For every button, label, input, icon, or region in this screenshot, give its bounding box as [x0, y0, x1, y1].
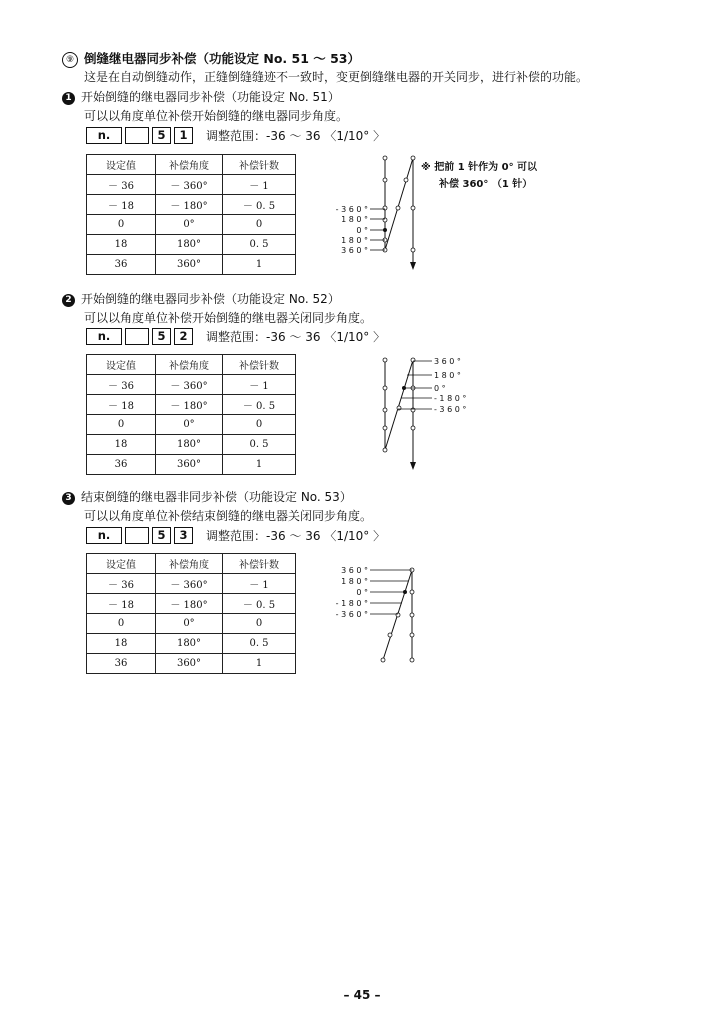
table-row: [87, 574, 296, 594]
diagram-label: 3 6 0 °: [341, 566, 368, 575]
intro-text: 这是在自动倒缝动作，正缝倒缝缝迹不一致时，变更倒缝继电器的开关同步，进行补偿的功能。: [84, 70, 589, 84]
table-cell: － 1: [223, 375, 296, 395]
section-1-title-row: [62, 88, 340, 105]
table-cell: － 1: [223, 574, 296, 594]
code-digit-box: 5: [152, 527, 171, 544]
table-cell: 0°: [156, 415, 223, 435]
table-cell: 0. 5: [223, 634, 296, 654]
column-header: 补偿角度: [156, 155, 223, 175]
table-cell: 0. 5: [223, 435, 296, 455]
note: [421, 159, 537, 193]
table-cell: 0: [223, 415, 296, 435]
table-row: [87, 235, 296, 255]
section-1-table: [86, 154, 296, 275]
diagram-label: 1 8 0 °: [341, 215, 368, 224]
column-header: 补偿角度: [156, 355, 223, 375]
table-cell: － 18: [87, 195, 156, 215]
heading-text: 倒缝继电器同步补偿（功能设定 No. 51 ～ 53）: [84, 51, 360, 66]
table-cell: － 36: [87, 375, 156, 395]
table-cell: 36: [87, 255, 156, 275]
table-cell: 0: [87, 614, 156, 634]
section-3-code-row: [86, 527, 385, 544]
section-2-bullet: 2: [62, 294, 75, 307]
code-digit-box: 2: [174, 328, 193, 345]
section-2-range: 调整范围：-36 ～ 36 〈1/10° 〉: [206, 330, 386, 344]
table-cell: 0°: [156, 215, 223, 235]
section-2-table: [86, 354, 296, 475]
section-1-title: 开始倒缝的继电器同步补偿（功能设定 No. 51）: [81, 90, 340, 104]
diagram-label: 1 8 0 °: [434, 371, 461, 380]
table-row: [87, 455, 296, 475]
table-cell: 0: [87, 215, 156, 235]
table-cell: － 36: [87, 574, 156, 594]
note-mark: ※: [421, 162, 431, 173]
code-digit-box: 5: [152, 127, 171, 144]
table-row: [87, 614, 296, 634]
code-prefix-box: n.: [86, 527, 122, 544]
code-digit-box: 5: [152, 328, 171, 345]
table-cell: 1: [223, 455, 296, 475]
table-cell: － 36: [87, 175, 156, 195]
note-line-1: [421, 159, 537, 176]
code-blank-box: [125, 328, 149, 345]
diagram-label: 0 °: [356, 588, 368, 597]
section-1-code-row: [86, 127, 385, 144]
table-row: [87, 415, 296, 435]
table-cell: 180°: [156, 634, 223, 654]
table-row: [87, 435, 296, 455]
table-cell: 36: [87, 654, 156, 674]
column-header: 设定值: [87, 155, 156, 175]
table-row: [87, 634, 296, 654]
section-3-desc: 可以以角度单位补偿结束倒缝的继电器关闭同步角度。: [84, 509, 373, 523]
note-line-2: 补偿 360° （1 针）: [439, 179, 533, 190]
table-cell: 360°: [156, 455, 223, 475]
table-cell: － 360°: [156, 375, 223, 395]
code-digit-box: 1: [174, 127, 193, 144]
diagram-label: - 3 6 0 °: [434, 405, 467, 414]
code-digit-box: 3: [174, 527, 193, 544]
table-cell: 18: [87, 634, 156, 654]
table-cell: 180°: [156, 235, 223, 255]
table-cell: － 180°: [156, 395, 223, 415]
section-3-table: [86, 553, 296, 674]
diagram-label: 3 6 0 °: [341, 246, 368, 255]
code-prefix-box: n.: [86, 328, 122, 345]
table-header-row: [87, 554, 296, 574]
table-cell: 0: [87, 415, 156, 435]
section-heading: [62, 49, 360, 68]
table-cell: － 0. 5: [223, 195, 296, 215]
column-header: 补偿针数: [223, 155, 296, 175]
section-2-code-row: [86, 328, 385, 345]
stitch-diagram-3: [330, 560, 430, 670]
section-1-bullet: 1: [62, 92, 75, 105]
table-cell: 180°: [156, 435, 223, 455]
table-cell: － 0. 5: [223, 594, 296, 614]
section-1-range: 调整范围：-36 ～ 36 〈1/10° 〉: [206, 129, 386, 143]
diagram-label: - 1 8 0 °: [335, 599, 368, 608]
section-3-title-row: [62, 488, 352, 505]
table-row: [87, 215, 296, 235]
stitch-diagram-2: [370, 350, 480, 475]
code-prefix-box: n.: [86, 127, 122, 144]
table-row: [87, 654, 296, 674]
page-number: – 45 –: [343, 988, 381, 1002]
diagram-label: 1 8 0 °: [341, 236, 368, 245]
code-blank-box: [125, 527, 149, 544]
table-row: [87, 594, 296, 614]
code-blank-box: [125, 127, 149, 144]
table-cell: 0: [223, 215, 296, 235]
table-row: [87, 375, 296, 395]
table-cell: － 0. 5: [223, 395, 296, 415]
column-header: 补偿针数: [223, 355, 296, 375]
diagram-label: - 3 6 0 °: [335, 205, 368, 214]
table-header-row: [87, 355, 296, 375]
heading-number: ⑨: [62, 52, 78, 68]
table-cell: 1: [223, 654, 296, 674]
table-header-row: [87, 155, 296, 175]
note-text: 把前 1 针作为 0° 可以: [434, 162, 538, 173]
table-cell: － 360°: [156, 574, 223, 594]
column-header: 设定值: [87, 355, 156, 375]
table-cell: 0°: [156, 614, 223, 634]
column-header: 补偿角度: [156, 554, 223, 574]
table-cell: 360°: [156, 654, 223, 674]
diagram-label: - 1 8 0 °: [434, 394, 467, 403]
table-cell: － 18: [87, 395, 156, 415]
table-cell: 18: [87, 435, 156, 455]
table-cell: 36: [87, 455, 156, 475]
section-1-desc: 可以以角度单位补偿开始倒缝的继电器同步角度。: [84, 109, 349, 123]
table-cell: 0: [223, 614, 296, 634]
diagram-label: 3 6 0 °: [434, 357, 461, 366]
section-3-bullet: 3: [62, 492, 75, 505]
table-cell: － 1: [223, 175, 296, 195]
table-cell: 0. 5: [223, 235, 296, 255]
table-cell: － 360°: [156, 175, 223, 195]
diagram-label: 0 °: [356, 226, 368, 235]
diagram-label: - 3 6 0 °: [335, 610, 368, 619]
column-header: 补偿针数: [223, 554, 296, 574]
section-2-title-row: [62, 290, 340, 307]
section-3-range: 调整范围：-36 ～ 36 〈1/10° 〉: [206, 529, 386, 543]
section-2-title: 开始倒缝的继电器同步补偿（功能设定 No. 52）: [81, 292, 340, 306]
section-3-title: 结束倒缝的继电器非同步补偿（功能设定 No. 53）: [81, 490, 352, 504]
table-cell: 18: [87, 235, 156, 255]
table-row: [87, 395, 296, 415]
stitch-diagram-1: [330, 150, 430, 275]
table-cell: － 180°: [156, 195, 223, 215]
table-cell: － 180°: [156, 594, 223, 614]
table-cell: 360°: [156, 255, 223, 275]
table-row: [87, 255, 296, 275]
table-row: [87, 175, 296, 195]
column-header: 设定值: [87, 554, 156, 574]
section-2-desc: 可以以角度单位补偿开始倒缝的继电器关闭同步角度。: [84, 311, 373, 325]
diagram-label: 1 8 0 °: [341, 577, 368, 586]
table-cell: － 18: [87, 594, 156, 614]
table-cell: 1: [223, 255, 296, 275]
diagram-label: 0 °: [434, 384, 446, 393]
table-row: [87, 195, 296, 215]
